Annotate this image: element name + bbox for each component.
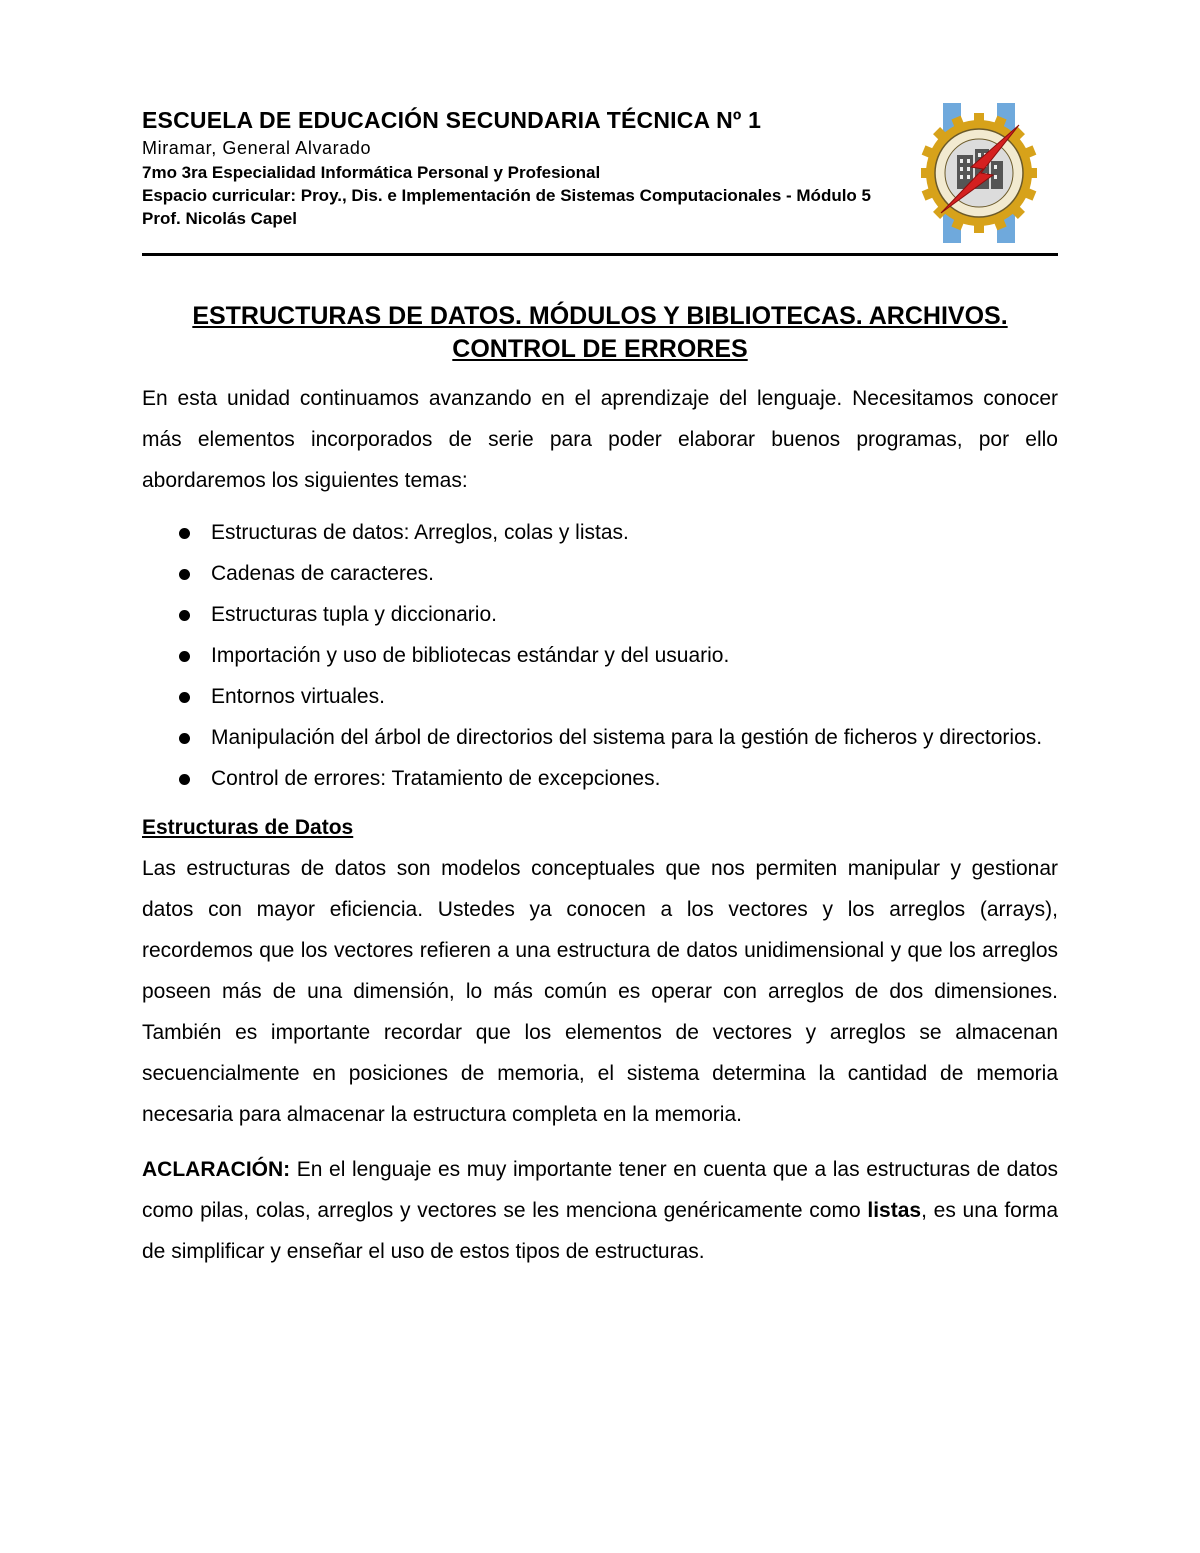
list-item-text: Importación y uso de bibliotecas estándar y del usuario. [211, 644, 730, 667]
school-header [142, 105, 922, 230]
list-item [142, 758, 1058, 799]
note-paragraph [142, 1149, 1058, 1272]
specialty-line: 7mo 3ra Especialidad Informática Personal y Profesional [142, 163, 601, 182]
list-item-text: Control de errores: Tratamiento de excepciones. [211, 767, 661, 790]
school-name: ESCUELA DE EDUCACIÓN SECUNDARIA TÉCNICA Nº 1 [142, 107, 762, 133]
subject-line: Espacio curricular: Proy., Dis. e Implementación de Sistemas Computacionales - Módulo 5 [142, 186, 871, 205]
section-paragraph: Las estructuras de datos son modelos conceptuales que nos permiten manipular y gestionar datos con mayor eficiencia. Ustedes ya conocen a los vectores y los arreglos (arrays), recordemos que los vectores refieren a una estructura de datos unidimensional y que los arreglos poseen más de una dimensión, lo más común es operar con arreglos de dos dimensiones. También es importante recordar que los elementos de vectores y arreglos se almacenan secuencialmente en posiciones de memoria, el sistema determina la cantidad de memoria necesaria para almacenar la estructura completa en la memoria. [142, 857, 1058, 1126]
note-text-1: En el lenguaje es muy importante tener en cuenta que a las estructuras de datos como pilas, colas, arreglos y vectores se les menciona genéricamente como [142, 1158, 1058, 1222]
title-line-2: CONTROL DE ERRORES [452, 335, 748, 363]
note-label: ACLARACIÓN: [142, 1158, 291, 1181]
bullet-icon [179, 610, 190, 621]
list-item-text: Cadenas de caracteres. [211, 562, 434, 585]
section-heading: Estructuras de Datos [142, 816, 354, 839]
topics-list [142, 512, 1058, 799]
list-item-text: Estructuras de datos: Arreglos, colas y listas. [211, 521, 629, 544]
bullet-icon [179, 692, 190, 703]
teacher-line: Prof. Nicolás Capel [142, 209, 297, 228]
note-bold-term: listas [867, 1199, 922, 1222]
intro-paragraph: En esta unidad continuamos avanzando en el aprendizaje del lenguaje. Necesitamos conocer más elementos incorporados de serie para poder elaborar buenos programas, por ello abordaremos los siguientes temas: [142, 387, 1058, 492]
document-title [142, 300, 1058, 366]
list-item [142, 717, 1058, 758]
bullet-icon [179, 733, 190, 744]
school-crest-icon [921, 103, 1037, 243]
note-text-2: , es una forma de simplificar y enseñar el uso de estos tipos de estructuras. [142, 1199, 1059, 1263]
list-item-text: Manipulación del árbol de directorios del sistema para la gestión de ficheros y directorios. [211, 726, 1043, 749]
list-item [142, 635, 1058, 676]
list-item [142, 553, 1058, 594]
bullet-icon [179, 528, 190, 539]
list-item [142, 594, 1058, 635]
bullet-icon [179, 651, 190, 662]
header-divider [142, 253, 1058, 256]
list-item-text: Estructuras tupla y diccionario. [211, 603, 497, 626]
school-city: Miramar, General Alvarado [142, 138, 372, 158]
bullet-icon [179, 774, 190, 785]
bullet-icon [179, 569, 190, 580]
list-item-text: Entornos virtuales. [211, 685, 385, 708]
document-body [142, 300, 1058, 1272]
list-item [142, 512, 1058, 553]
title-line-1: ESTRUCTURAS DE DATOS. MÓDULOS Y BIBLIOTECAS. ARCHIVOS. [192, 302, 1008, 330]
list-item [142, 676, 1058, 717]
